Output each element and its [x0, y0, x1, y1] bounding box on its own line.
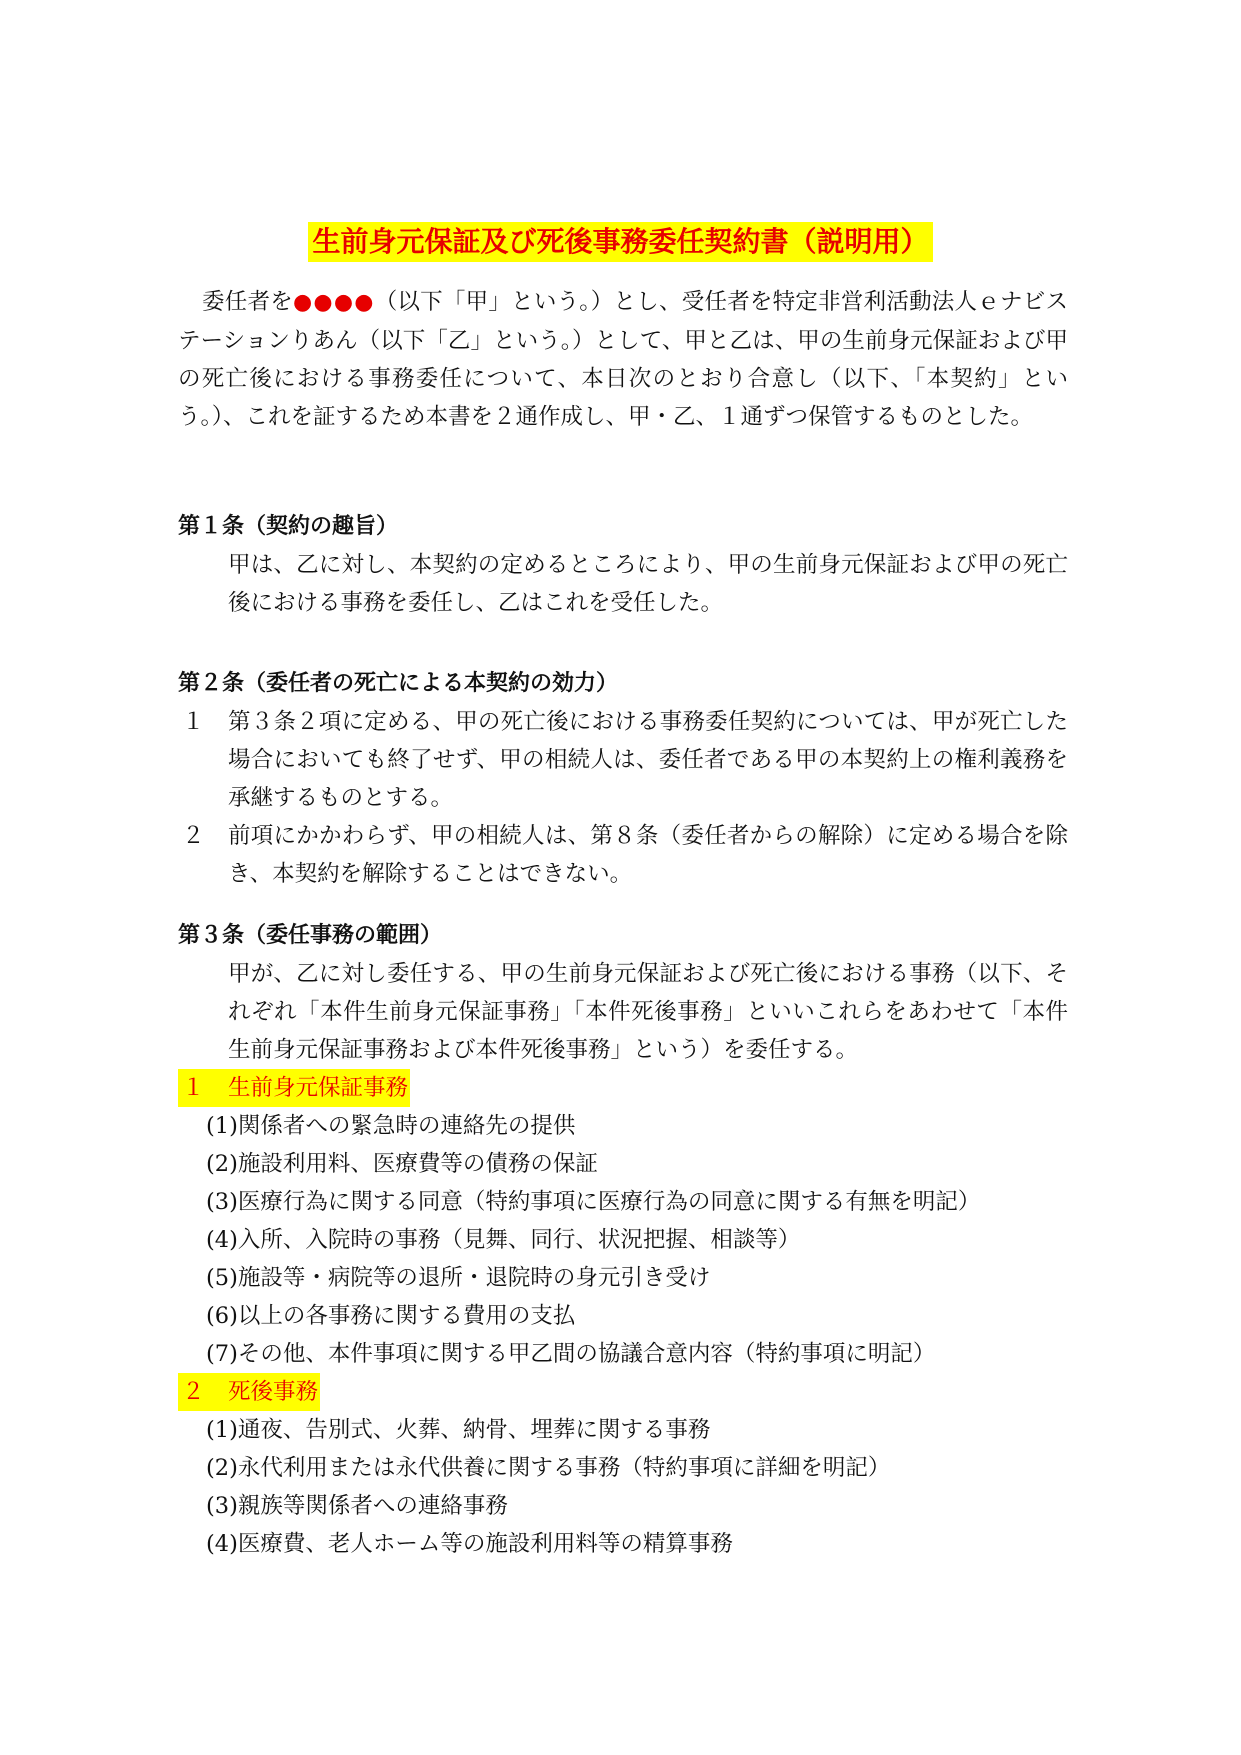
article-text: 甲が、乙に対し委任する、甲の生前身元保証および死亡後における事務（以下、それぞれ「本件生前身元保証事務」「本件死後事務」といいこれらをあわせて「本件生前身元保証事務および本件死後事務」という）を委任する。: [228, 961, 1068, 1063]
list-item: (4)医療費、老人ホーム等の施設利用料等の精算事務: [206, 1531, 733, 1557]
section-label: 死後事務: [228, 1379, 319, 1405]
list-item: (2)永代利用または永代供養に関する事務（特約事項に詳細を明記）: [206, 1455, 891, 1481]
list-item: (3)医療行為に関する同意（特約事項に医療行為の同意に関する有無を明記）: [206, 1189, 981, 1215]
title-wrap: [0, 222, 1241, 262]
article-text: 甲は、乙に対し、本契約の定めるところにより、甲の生前身元保証および甲の死亡後における事務を委任し、乙はこれを受任した。: [228, 552, 1068, 616]
preamble-lead: 委任者を: [202, 289, 293, 315]
article-1: [178, 508, 1068, 622]
preamble: [178, 283, 1068, 436]
section-number: １: [182, 1075, 205, 1101]
section-label-highlight: [178, 1069, 410, 1107]
document-title: 生前身元保証及び死後事務委任契約書（説明用）: [308, 222, 932, 262]
article-2: [178, 665, 1068, 893]
list-item: (6)以上の各事務に関する費用の支払: [206, 1303, 576, 1329]
section-pre-mortem: [178, 1069, 1068, 1373]
preamble-text: （以下「甲」という。）とし、受任者を特定非営利活動法人ｅナビステーションりあん（以下「乙」という。）として、甲と乙は、甲の生前身元保証および甲の死亡後における事務委任について、本日次のとおり合意し（以下、「本契約」という。）、これを証するため本書を２通作成し、甲・乙、１通ずつ保管するものとした。: [178, 289, 1068, 430]
list-item: (1)関係者への緊急時の連絡先の提供: [206, 1113, 576, 1139]
list-item: (5)施設等・病院等の退所・退院時の身元引き受け: [206, 1265, 711, 1291]
section-label: 生前身元保証事務: [228, 1075, 409, 1101]
list-item: (1)通夜、告別式、火葬、納骨、埋葬に関する事務: [206, 1417, 711, 1443]
article-heading: 第３条（委任事務の範囲）: [178, 923, 443, 948]
section-header: [178, 1373, 1068, 1411]
list-item: (3)親族等関係者への連絡事務: [206, 1493, 508, 1519]
section-post-mortem: [178, 1373, 1068, 1563]
clause-number: １: [182, 709, 205, 735]
clause-text: 前項にかかわらず、甲の相続人は、第８条（委任者からの解除）に定める場合を除き、本契約を解除することはできない。: [228, 823, 1068, 887]
clause-number: ２: [182, 823, 205, 849]
clause-item: [178, 703, 1068, 817]
list-item: (4)入所、入院時の事務（見舞、同行、状況把握、相談等）: [206, 1227, 801, 1253]
placeholder-dots: ●●●●: [292, 290, 375, 315]
clause-text: 第３条２項に定める、甲の死亡後における事務委任契約については、甲が死亡した場合においても終了せず、甲の相続人は、委任者である甲の本契約上の権利義務を承継するものとする。: [228, 709, 1068, 811]
clause-item: [178, 817, 1068, 893]
section-number: ２: [182, 1379, 205, 1405]
section-header: [178, 1069, 1068, 1107]
list-item: (2)施設利用料、医療費等の債務の保証: [206, 1151, 598, 1177]
list-item: (7)その他、本件事項に関する甲乙間の協議合意内容（特約事項に明記）: [206, 1341, 936, 1367]
section-label-highlight: [178, 1373, 320, 1411]
article-heading: 第２条（委任者の死亡による本契約の効力）: [178, 671, 619, 696]
article-heading: 第１条（契約の趣旨）: [178, 514, 399, 539]
article-3: [178, 917, 1068, 1563]
